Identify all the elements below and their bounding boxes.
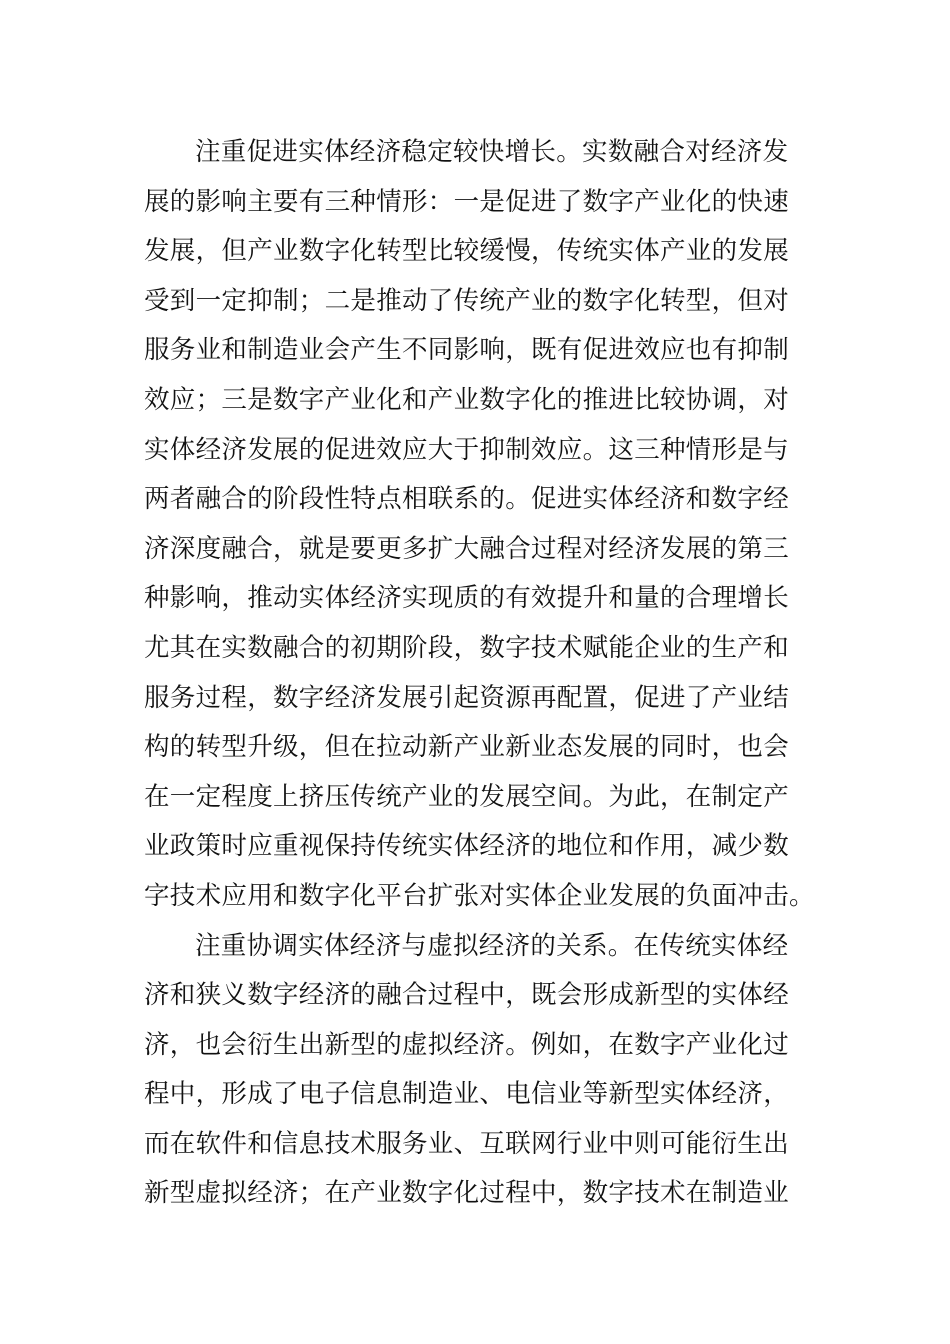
paragraph-1-line-8: 两者融合的阶段性特点相联系的。促进实体经济和数字经 [144,484,790,515]
paragraph-1-line-1: 注重促进实体经济稳定较快增长。实数融合对经济发 [195,137,789,167]
paragraph-1-line-16: 字技术应用和数字化平台扩张对实体企业发展的负面冲击。 [144,880,815,911]
paragraph-2-line-6: 新型虚拟经济；在产业数字化过程中，数字技术在制造业 [144,1178,790,1209]
paragraph-1-line-4: 受到一定抑制；二是推动了传统产业的数字化转型，但对 [144,285,790,316]
paragraph-2-line-5: 而在软件和信息技术服务业、互联网行业中则可能衍生出 [144,1128,790,1159]
paragraph-1-line-5: 服务业和制造业会产生不同影响，既有促进效应也有抑制 [144,335,790,366]
paragraph-1-line-11: 尤其在实数融合的初期阶段，数字技术赋能企业的生产和 [144,632,790,663]
body-text [144,128,814,1219]
paragraph-2-line-1: 注重协调实体经济与虚拟经济的关系。在传统实体经 [195,930,789,961]
paragraph-1-line-15: 业政策时应重视保持传统实体经济的地位和作用，减少数 [144,831,790,862]
paragraph-1-line-12: 服务过程，数字经济发展引起资源再配置，促进了产业结 [144,682,790,713]
paragraph-1-line-7: 实体经济发展的促进效应大于抑制效应。这三种情形是与 [144,434,790,465]
paragraph-1-line-6: 效应；三是数字产业化和产业数字化的推进比较协调，对 [144,384,790,415]
paragraph-1-line-2: 展的影响主要有三种情形：一是促进了数字产业化的快速 [144,186,790,217]
paragraph-2-line-3: 济，也会衍生出新型的虚拟经济。例如，在数字产业化过 [144,1029,790,1060]
paragraph-1-line-10: 种影响，推动实体经济实现质的有效提升和量的合理增长 [144,583,790,614]
paragraph-1-line-3: 发展，但产业数字化转型比较缓慢，传统实体产业的发展 [144,236,790,267]
paragraph-1-line-13: 构的转型升级，但在拉动新产业新业态发展的同时，也会 [144,732,790,763]
paragraph-2-line-4: 程中，形成了电子信息制造业、电信业等新型实体经济， [144,1079,790,1110]
paragraph-1-line-14: 在一定程度上挤压传统产业的发展空间。为此，在制定产 [144,781,790,812]
paragraph-1-line-9: 济深度融合，就是要更多扩大融合过程对经济发展的第三 [144,533,790,564]
paragraph-2-line-2: 济和狭义数字经济的融合过程中，既会形成新型的实体经 [144,980,790,1011]
